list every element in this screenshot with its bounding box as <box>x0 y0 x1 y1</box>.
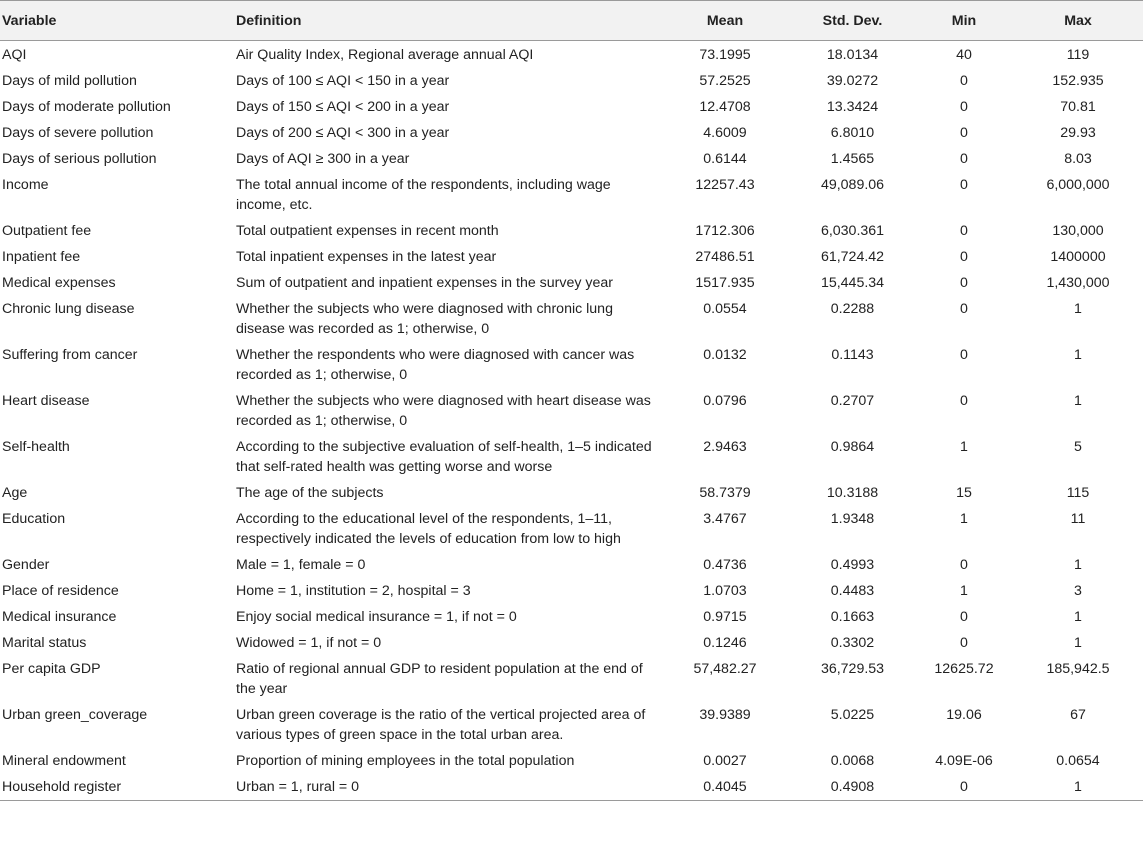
cell-max: 115 <box>1066 485 1090 501</box>
table-row <box>0 341 1143 387</box>
cell-std-dev: 0.1663 <box>830 609 875 625</box>
table-row <box>0 217 1143 243</box>
cell-mean: 0.4736 <box>703 557 747 573</box>
cell-variable: Gender <box>2 557 50 573</box>
cell-mean: 0.6144 <box>703 151 747 167</box>
cell-std-dev: 36,729.53 <box>820 661 885 677</box>
cell-definition: Days of AQI ≥ 300 in a year <box>236 151 410 167</box>
cell-max: 152.935 <box>1052 73 1104 89</box>
cell-mean: 1517.935 <box>695 275 755 291</box>
cell-std-dev: 61,724.42 <box>820 249 885 265</box>
table-body <box>0 41 1143 801</box>
cell-max: 70.81 <box>1060 99 1096 115</box>
cell-definition: Days of 100 ≤ AQI < 150 in a year <box>236 73 450 89</box>
table-row <box>0 505 1143 551</box>
cell-min: 0 <box>960 347 968 363</box>
cell-variable: Days of moderate pollution <box>2 99 171 115</box>
cell-definition: Urban green coverage is the ratio of the vertical projected area of various types of green space in the total urban area. <box>236 707 646 743</box>
cell-max: 1 <box>1074 609 1082 625</box>
cell-mean: 1.0703 <box>703 583 747 599</box>
table-row <box>0 701 1143 747</box>
cell-mean: 39.9389 <box>699 707 751 723</box>
cell-min: 15 <box>956 485 972 501</box>
cell-mean: 57,482.27 <box>693 661 757 677</box>
cell-max: 1 <box>1074 635 1082 651</box>
cell-definition: Total inpatient expenses in the latest year <box>236 249 497 265</box>
cell-mean: 27486.51 <box>695 249 755 265</box>
cell-max: 1400000 <box>1050 249 1106 265</box>
cell-min: 0 <box>960 99 968 115</box>
header-std-dev: Std. Dev. <box>790 1 915 41</box>
cell-variable: Days of mild pollution <box>2 73 137 89</box>
cell-max: 185,942.5 <box>1046 661 1110 677</box>
table-row <box>0 479 1143 505</box>
cell-definition: Whether the subjects who were diagnosed with heart disease was recorded as 1; otherwise, 0 <box>236 393 651 429</box>
cell-mean: 1712.306 <box>695 223 755 239</box>
cell-variable: Place of residence <box>2 583 119 599</box>
table-row <box>0 41 1143 68</box>
table-row <box>0 171 1143 217</box>
table-row <box>0 603 1143 629</box>
cell-mean: 58.7379 <box>699 485 751 501</box>
cell-min: 0 <box>960 177 968 193</box>
table-row <box>0 773 1143 801</box>
table-row <box>0 67 1143 93</box>
cell-max: 5 <box>1074 439 1082 455</box>
cell-min: 1 <box>960 439 968 455</box>
table-row <box>0 243 1143 269</box>
header-mean: Mean <box>660 1 790 41</box>
table-row <box>0 629 1143 655</box>
table-row <box>0 145 1143 171</box>
cell-variable: Income <box>2 177 49 193</box>
table-row <box>0 655 1143 701</box>
cell-variable: Inpatient fee <box>2 249 81 265</box>
cell-min: 12625.72 <box>934 661 994 677</box>
cell-definition: Whether the respondents who were diagnosed with cancer was recorded as 1; otherwise, 0 <box>236 347 635 383</box>
table-header <box>0 1 1143 41</box>
cell-std-dev: 0.9864 <box>830 439 875 455</box>
cell-max: 29.93 <box>1060 125 1096 141</box>
cell-definition: Male = 1, female = 0 <box>236 557 366 573</box>
cell-max: 1 <box>1074 393 1082 409</box>
cell-min: 40 <box>956 47 972 63</box>
cell-std-dev: 0.4993 <box>830 557 875 573</box>
cell-definition: Urban = 1, rural = 0 <box>232 773 660 801</box>
table-row <box>0 747 1143 773</box>
cell-definition: Air Quality Index, Regional average annual AQI <box>236 47 534 63</box>
cell-definition: Sum of outpatient and inpatient expenses in the survey year <box>236 275 613 291</box>
table-row <box>0 387 1143 433</box>
cell-mean: 0.0796 <box>703 393 747 409</box>
cell-std-dev: 49,089.06 <box>820 177 885 193</box>
table-row <box>0 551 1143 577</box>
cell-std-dev: 0.4483 <box>830 583 875 599</box>
cell-min: 0 <box>960 125 968 141</box>
cell-definition: According to the subjective evaluation of self-health, 1–5 indicated that self-rated health was getting worse and worse <box>236 439 652 475</box>
cell-min: 0 <box>960 223 968 239</box>
cell-mean: 0.0132 <box>703 347 747 363</box>
cell-std-dev: 0.1143 <box>831 347 874 363</box>
table-row <box>0 295 1143 341</box>
cell-variable: Marital status <box>2 635 87 651</box>
cell-mean: 4.6009 <box>703 125 747 141</box>
cell-std-dev: 18.0134 <box>826 47 879 63</box>
header-max: Max <box>1013 1 1143 41</box>
cell-min: 0 <box>960 609 968 625</box>
cell-min: 0 <box>960 73 968 89</box>
cell-mean: 57.2525 <box>699 73 751 89</box>
cell-variable: Chronic lung disease <box>2 301 135 317</box>
cell-max: 1 <box>1074 557 1082 573</box>
cell-max: 0.0654 <box>1056 753 1100 769</box>
cell-min: 19.06 <box>946 707 982 723</box>
table-row <box>0 269 1143 295</box>
cell-max: 6,000,000 <box>1046 177 1110 193</box>
cell-std-dev: 0.3302 <box>830 635 875 651</box>
cell-variable: Outpatient fee <box>2 223 92 239</box>
cell-definition: Days of 200 ≤ AQI < 300 in a year <box>236 125 450 141</box>
cell-variable: AQI <box>2 47 27 63</box>
cell-max: 130,000 <box>1052 223 1104 239</box>
cell-variable: Days of serious pollution <box>2 151 157 167</box>
cell-variable: Mineral endowment <box>2 753 126 769</box>
cell-std-dev: 10.3188 <box>826 485 879 501</box>
cell-variable: Medical expenses <box>2 275 116 291</box>
cell-mean: 12257.43 <box>695 177 755 193</box>
cell-definition: Home = 1, institution = 2, hospital = 3 <box>236 583 471 599</box>
cell-min: 4.09E-06 <box>935 753 993 769</box>
cell-min: 0 <box>915 773 1013 801</box>
cell-mean: 2.9463 <box>703 439 747 455</box>
table-row <box>0 93 1143 119</box>
cell-std-dev: 6.8010 <box>830 125 875 141</box>
cell-variable: Age <box>2 485 28 501</box>
cell-std-dev: 0.2288 <box>830 301 875 317</box>
cell-max: 1 <box>1013 773 1143 801</box>
cell-max: 1,430,000 <box>1046 275 1110 291</box>
cell-definition: Whether the subjects who were diagnosed with chronic lung disease was recorded as 1; otherwise, 0 <box>236 301 613 337</box>
table-row <box>0 577 1143 603</box>
cell-variable: Education <box>2 511 66 527</box>
header-row <box>0 1 1143 41</box>
cell-std-dev: 15,445.34 <box>820 275 885 291</box>
cell-mean: 0.1246 <box>703 635 747 651</box>
cell-mean: 3.4767 <box>703 511 747 527</box>
cell-min: 0 <box>960 249 968 265</box>
cell-std-dev: 0.2707 <box>830 393 875 409</box>
cell-min: 1 <box>960 583 968 599</box>
cell-definition: The total annual income of the respondents, including wage income, etc. <box>236 177 611 213</box>
cell-variable: Per capita GDP <box>2 661 101 677</box>
header-min: Min <box>915 1 1013 41</box>
cell-variable: Medical insurance <box>2 609 117 625</box>
cell-definition: Enjoy social medical insurance = 1, if not = 0 <box>236 609 517 625</box>
header-variable: Variable <box>0 1 232 41</box>
cell-max: 8.03 <box>1064 151 1092 167</box>
cell-mean: 0.4045 <box>660 773 790 801</box>
cell-min: 0 <box>960 635 968 651</box>
cell-variable: Self-health <box>2 439 70 455</box>
cell-std-dev: 0.0068 <box>830 753 875 769</box>
cell-definition: Ratio of regional annual GDP to resident population at the end of the year <box>236 661 643 697</box>
cell-min: 0 <box>960 275 968 291</box>
cell-variable: Urban green_coverage <box>2 707 148 723</box>
cell-min: 0 <box>960 301 968 317</box>
cell-definition: According to the educational level of the respondents, 1–11, respectively indicated the levels of education from low to high <box>236 511 621 547</box>
cell-definition: Proportion of mining employees in the total population <box>236 753 575 769</box>
cell-mean: 0.0027 <box>703 753 747 769</box>
cell-definition: Days of 150 ≤ AQI < 200 in a year <box>236 99 450 115</box>
cell-variable: Days of severe pollution <box>2 125 154 141</box>
header-definition: Definition <box>232 1 660 41</box>
cell-max: 11 <box>1070 511 1086 527</box>
cell-std-dev: 39.0272 <box>826 73 879 89</box>
cell-definition: Total outpatient expenses in recent month <box>236 223 499 239</box>
cell-min: 1 <box>960 511 968 527</box>
cell-max: 1 <box>1074 347 1082 363</box>
cell-std-dev: 13.3424 <box>826 99 879 115</box>
cell-variable: Heart disease <box>2 393 90 409</box>
cell-min: 0 <box>960 557 968 573</box>
cell-std-dev: 5.0225 <box>830 707 875 723</box>
cell-std-dev: 6,030.361 <box>820 223 885 239</box>
cell-std-dev: 0.4908 <box>790 773 915 801</box>
table-row <box>0 119 1143 145</box>
cell-max: 1 <box>1074 301 1082 317</box>
cell-std-dev: 1.4565 <box>830 151 875 167</box>
cell-max: 3 <box>1074 583 1082 599</box>
cell-max: 119 <box>1066 47 1090 63</box>
cell-min: 0 <box>960 393 968 409</box>
cell-max: 67 <box>1070 707 1086 723</box>
cell-variable: Household register <box>0 773 232 801</box>
table-row <box>0 433 1143 479</box>
cell-std-dev: 1.9348 <box>830 511 875 527</box>
cell-variable: Suffering from cancer <box>2 347 138 363</box>
cell-min: 0 <box>960 151 968 167</box>
cell-mean: 0.9715 <box>703 609 747 625</box>
cell-definition: The age of the subjects <box>236 485 384 501</box>
cell-mean: 73.1995 <box>699 47 751 63</box>
cell-mean: 0.0554 <box>703 301 747 317</box>
cell-definition: Widowed = 1, if not = 0 <box>236 635 382 651</box>
cell-mean: 12.4708 <box>699 99 751 115</box>
